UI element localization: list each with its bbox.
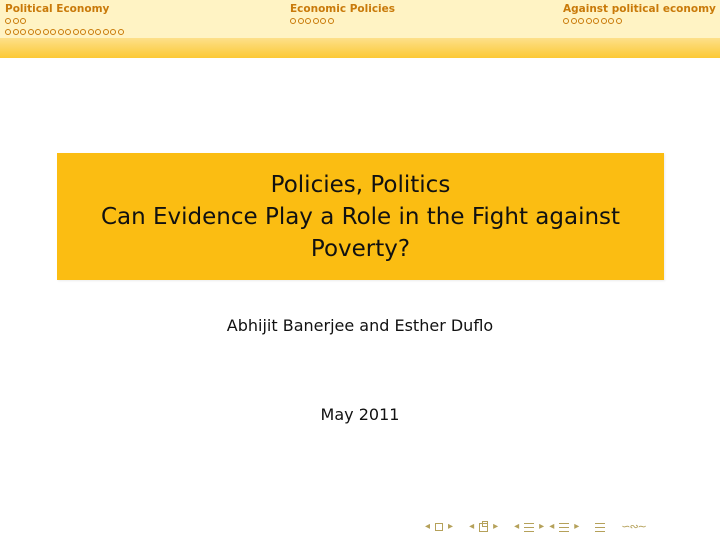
- subsection-dot[interactable]: [43, 29, 49, 35]
- subsection-dot[interactable]: [88, 29, 94, 35]
- subsection-dots[interactable]: [5, 29, 124, 37]
- subsection-dots[interactable]: [563, 18, 716, 26]
- subsection-dot[interactable]: [305, 18, 311, 24]
- date: May 2011: [320, 405, 400, 424]
- subsection-dot[interactable]: [593, 18, 599, 24]
- subsection-dot[interactable]: [313, 18, 319, 24]
- subsection-dots[interactable]: [290, 18, 395, 26]
- subsection-dot[interactable]: [608, 18, 614, 24]
- prev-section-icon[interactable]: ◂: [514, 521, 520, 532]
- subsection-dot[interactable]: [103, 29, 109, 35]
- subsection-dots[interactable]: [5, 18, 124, 26]
- subsection-dot[interactable]: [578, 18, 584, 24]
- title-box: [57, 153, 664, 280]
- section-title[interactable]: Against political economy: [563, 3, 716, 15]
- subsection-dot[interactable]: [28, 29, 34, 35]
- next-subsection-icon[interactable]: ▸: [493, 521, 499, 532]
- next-section-icon[interactable]: ▸: [574, 521, 580, 532]
- subsection-dot[interactable]: [20, 18, 26, 24]
- subsection-dot[interactable]: [50, 29, 56, 35]
- subsection-dot[interactable]: [13, 29, 19, 35]
- prev-frame-icon[interactable]: ◂: [425, 521, 431, 532]
- subsection-dot[interactable]: [118, 29, 124, 35]
- search-icon[interactable]: ∽∾∼: [621, 520, 646, 533]
- subsection-dot[interactable]: [5, 29, 11, 35]
- subsection-dot[interactable]: [5, 18, 11, 24]
- subsection-icon[interactable]: [479, 523, 488, 532]
- section-icon[interactable]: [559, 523, 569, 532]
- subsection-dot[interactable]: [586, 18, 592, 24]
- subsection-dot[interactable]: [80, 29, 86, 35]
- subsection-dot[interactable]: [298, 18, 304, 24]
- section-icon[interactable]: [524, 523, 534, 532]
- subsection-dot[interactable]: [320, 18, 326, 24]
- subsection-dot[interactable]: [13, 18, 19, 24]
- header-band: [0, 38, 720, 58]
- subsection-dot[interactable]: [328, 18, 334, 24]
- subsection-dot[interactable]: [95, 29, 101, 35]
- section-title[interactable]: Economic Policies: [290, 3, 396, 15]
- section-nav-political-economy[interactable]: [5, 3, 124, 37]
- beamer-navigation: [425, 520, 646, 534]
- section-title[interactable]: Political Economy: [5, 3, 110, 15]
- subsection-dot[interactable]: [35, 29, 41, 35]
- subsection-dot[interactable]: [73, 29, 79, 35]
- prev-section-icon[interactable]: ◂: [549, 521, 555, 532]
- subsection-dot[interactable]: [571, 18, 577, 24]
- subsection-dot[interactable]: [20, 29, 26, 35]
- next-section-icon[interactable]: ▸: [539, 521, 545, 532]
- prev-subsection-icon[interactable]: ◂: [469, 521, 475, 532]
- subsection-dot[interactable]: [563, 18, 569, 24]
- section-nav-economic-policies[interactable]: [290, 3, 395, 26]
- title-line: Poverty?: [310, 235, 411, 262]
- title-line: Policies, Politics: [270, 171, 451, 198]
- subsection-dot[interactable]: [65, 29, 71, 35]
- subsection-dot[interactable]: [601, 18, 607, 24]
- subsection-dot[interactable]: [110, 29, 116, 35]
- subsection-dot[interactable]: [616, 18, 622, 24]
- document-icon[interactable]: [595, 523, 605, 532]
- next-frame-icon[interactable]: ▸: [448, 521, 454, 532]
- title-line: Can Evidence Play a Role in the Fight against: [100, 203, 621, 230]
- authors: Abhijit Banerjee and Esther Duflo: [226, 316, 494, 335]
- subsection-dot[interactable]: [58, 29, 64, 35]
- frame-icon[interactable]: [435, 523, 443, 531]
- subsection-dot[interactable]: [290, 18, 296, 24]
- section-nav-against-political-economy[interactable]: [563, 3, 716, 26]
- header-bar: [0, 0, 720, 58]
